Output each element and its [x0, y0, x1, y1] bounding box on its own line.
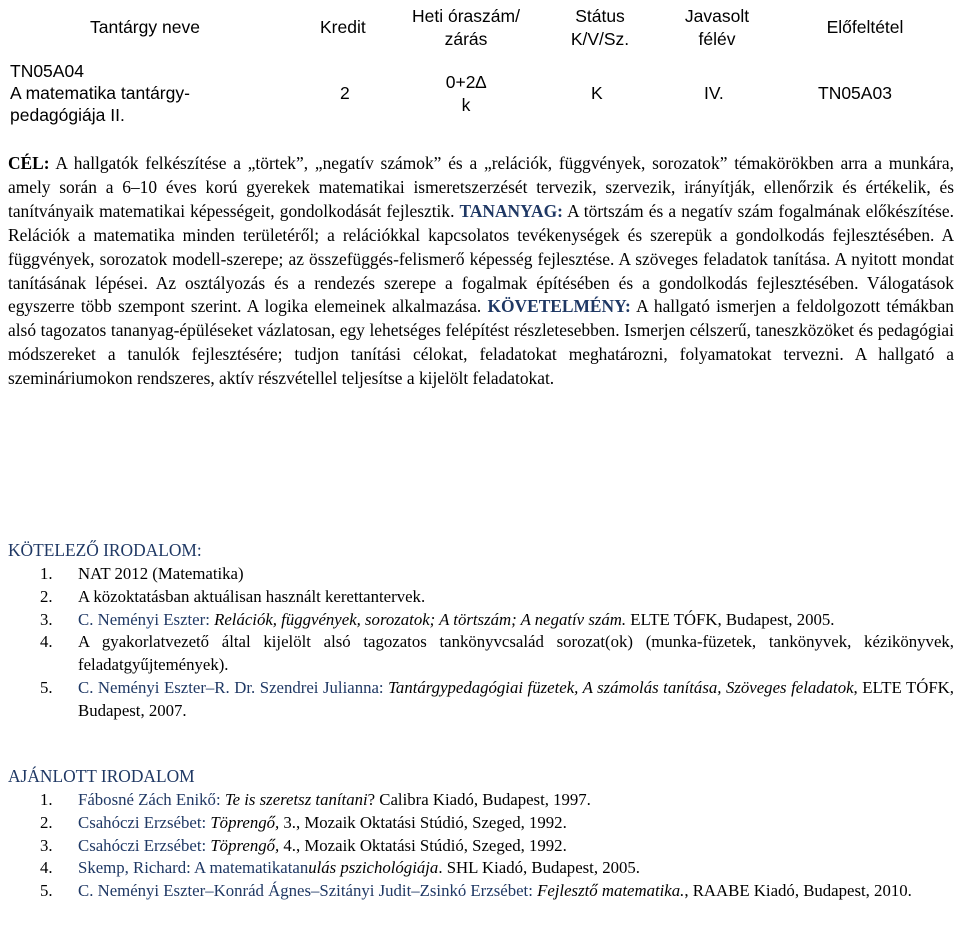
list-item-author: Csahóczi Erzsébet: [78, 835, 211, 855]
list-item-number: 3. [40, 609, 53, 629]
list-item-number: 2. [40, 812, 53, 832]
list-item [8, 880, 954, 903]
header-credit: Kredit [320, 17, 366, 37]
goal-text: A hallgatók felkészítése a „törtek”, „negatív számok” és a „relációk, függvények, sorozatok” témakörökben arra a munkára, amely során a 6–10 éves korú gyerekek matematikai ismeretszerzését tervezik, szervezik, irányítják, ellenőrzik és értékelik, és tanítványaik matematikai képességeit, gondolkodását fejlesztik. [8, 153, 954, 221]
subject-name-line1: A matematika tantárgy- [10, 83, 190, 103]
list-item-text: A közoktatásban aktuálisan használt kerettantervek. [78, 586, 426, 606]
list-item-number: 5. [40, 881, 53, 901]
list-item-publisher: ? Calibra Kiadó, Budapest, 1997. [367, 790, 591, 809]
list-item [8, 631, 954, 677]
semester-value: IV. [704, 83, 724, 103]
list-item-number: 4. [40, 632, 53, 652]
prerequisite-value: TN05A03 [818, 83, 892, 103]
list-item-text: A gyakorlatvezető által kijelölt alsó tagozatos tankönyvcsalád sorozat(ok) (munka-füzetek, tankönyvek, kézikönyvek, feladatgyűjtemények). [78, 632, 954, 675]
curriculum-label: TANANYAG: [459, 200, 563, 221]
recommended-literature-list [8, 789, 954, 903]
list-item-author: C. Neményi Eszter–Konrád Ágnes–Szitányi Judit–Zsinkó Erzsébet: [78, 881, 538, 901]
required-literature-list [8, 563, 954, 723]
list-item [8, 835, 954, 858]
list-item-author: Csahóczi Erzsébet: [78, 812, 211, 832]
list-item [8, 812, 954, 835]
list-item [8, 563, 954, 586]
list-item-title: Tantárgypedagógiai füzetek, A számolás tanítása, Szöveges feladatok [388, 677, 854, 697]
list-item-number: 4. [40, 858, 53, 878]
curriculum-text-2: Relációk a matematika minden területéről; a relációkkal kapcsolatos tevékenységek és szerepük a gondolkodás fejlesztésében. A függvények, sorozatok modell-szerepe; az összefüggés-felismerő képesség fejlesztése. A szöveges feladatok tanítása. A nyitott mondat tanításának lépései. Az osztályozás és a rendezés szerepe a fogalmak építésében és a gondolkodás fejlesztésében. Válogatások egyszerre több szempont szerint. A logika elemeinek alkalmazása. [8, 224, 954, 317]
list-item-title: Töprengő, [210, 812, 280, 832]
hours-value-line2: k [461, 95, 471, 115]
list-item-title: ulás pszichológiája [308, 858, 439, 878]
subject-code: TN05A04 [10, 61, 84, 81]
list-item-publisher: ELTE TÓFK, Budapest, 2005. [626, 609, 835, 629]
list-item-number: 1. [40, 564, 53, 583]
list-item-text: NAT 2012 (Matematika) [78, 564, 244, 583]
list-item-author: Skemp, Richard: A matematikatan [78, 858, 309, 878]
list-item-author: Fábosné Zách Enikő: [78, 790, 225, 809]
recommended-literature-title: AJÁNLOTT IRODALOM [8, 766, 195, 786]
goal-label: CÉL: [8, 153, 50, 173]
requirement-label: KÖVETELMÉNY: [487, 296, 631, 317]
list-item-number: 2. [40, 586, 53, 606]
list-item-number: 5. [40, 677, 53, 697]
list-item-title: Fejlesztő matematika. [537, 881, 685, 901]
list-item-publisher: 3., Mozaik Oktatási Stúdió, Szeged, 1992. [279, 812, 567, 832]
course-header-table [0, 0, 960, 140]
status-value: K [591, 83, 603, 103]
list-item [8, 789, 954, 812]
list-item-author: C. Neményi Eszter: [78, 609, 215, 629]
list-item-title: Relációk, függvények, sorozatok; A törtszám; A negatív szám. [214, 609, 627, 629]
list-item-publisher: , ELTE TÓFK, Budapest, 2007. [78, 677, 954, 720]
list-item-publisher: 4., Mozaik Oktatási Stúdió, Szeged, 1992. [279, 835, 567, 855]
curriculum-text-1: A törtszám és a negatív szám fogalmának előkészítése. [562, 200, 954, 221]
header-semester-line2: félév [698, 29, 736, 49]
header-prerequisite: Előfeltétel [826, 17, 904, 37]
list-item [8, 677, 954, 723]
list-item-number: 1. [40, 790, 53, 809]
list-item-number: 3. [40, 835, 53, 855]
header-subject-name: Tantárgy neve [90, 17, 200, 37]
hours-value-line1: 0+2∆ [445, 72, 487, 92]
list-item [8, 609, 954, 632]
course-description [8, 152, 954, 391]
list-item-publisher: , RAABE Kiadó, Budapest, 2010. [684, 881, 912, 901]
list-item-title: Töprengő, [210, 835, 280, 855]
list-item [8, 857, 954, 880]
requirement-text: A hallgató ismerjen a feldolgozott témákban alsó tagozatos tananyag-épüléseket vázlatosan, egy lehetséges felépítést részletesebben. Ismerjen célszerű, taneszközöket és pedagógiai módszereket a tanulók fejlesztésére; tudjon tanítási célokat, feladatokat meghatározni, folyamatokat tervezni. A hallgató a szemináriumokon rendszeres, aktív részvétellel teljesítse a kijelölt feladatokat. [8, 296, 955, 389]
header-status-line2: K/V/Sz. [570, 29, 630, 49]
header-semester-line1: Javasolt [684, 6, 750, 26]
subject-name-line2: pedagógiája II. [10, 105, 125, 125]
list-item-publisher: . SHL Kiadó, Budapest, 2005. [438, 858, 640, 878]
header-status-line1: Státus [575, 6, 625, 26]
header-hours-line2: zárás [444, 29, 488, 49]
header-hours-line1: Heti óraszám/ [412, 6, 520, 26]
credit-value: 2 [340, 83, 350, 103]
required-literature-title: KÖTELEZŐ IRODALOM: [8, 540, 202, 560]
list-item-author: C. Neményi Eszter–R. Dr. Szendrei Julianna: [78, 677, 389, 697]
list-item [8, 586, 954, 609]
list-item-title: Te is szeretsz tanítani [224, 790, 368, 809]
